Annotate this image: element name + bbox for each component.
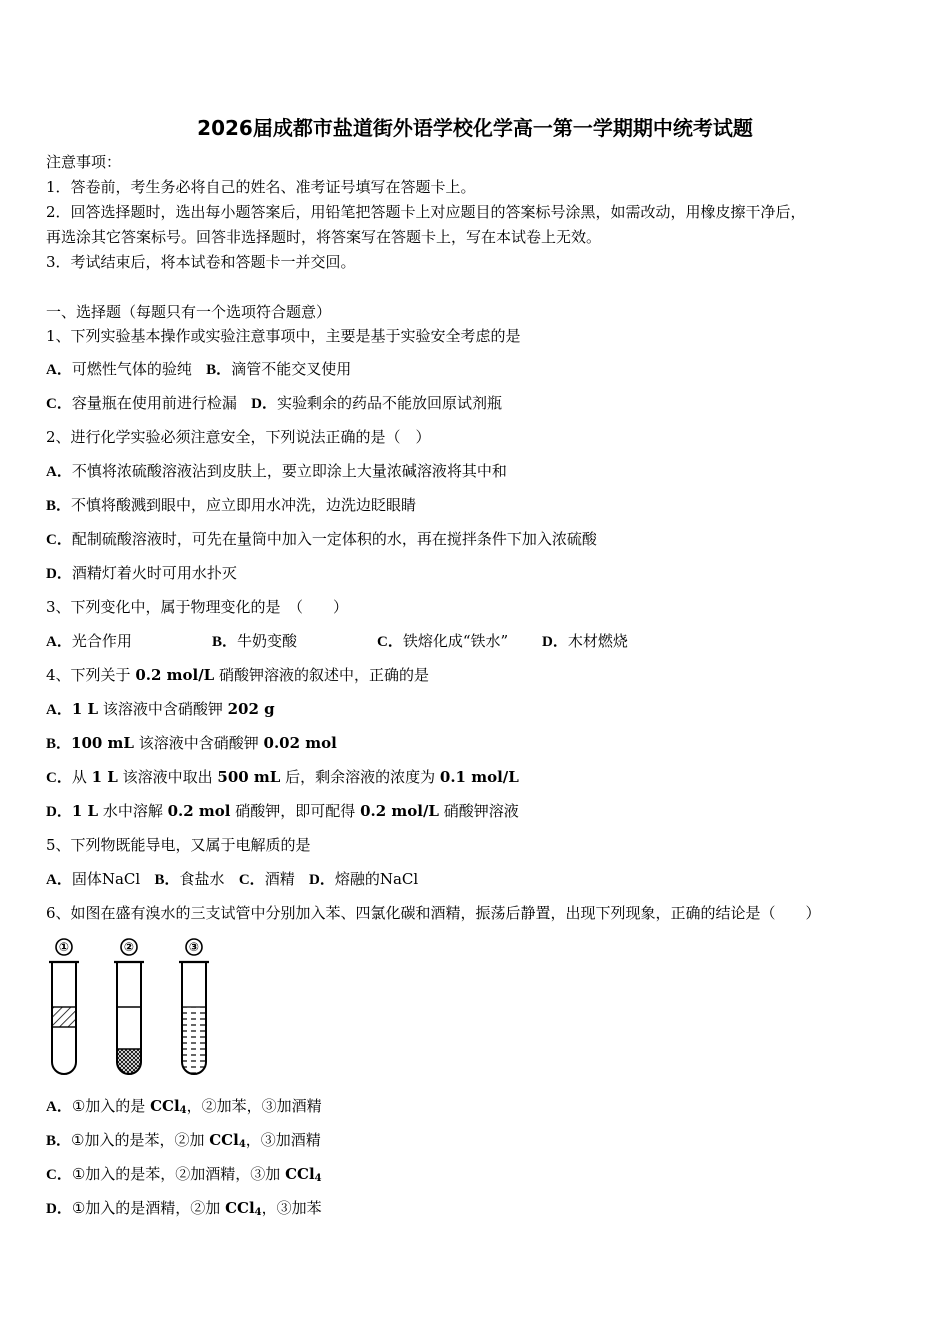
formula-subscript: 4 — [254, 1207, 262, 1218]
option-text: 不慎将浓硫酸溶液沾到皮肤上，要立即涂上大量浓碱溶液将其中和 — [71, 462, 507, 480]
stem-text: 硝酸钾溶液的叙述中，正确的是 — [214, 666, 430, 684]
option-label: D． — [46, 804, 72, 820]
liquid-mixed — [182, 1007, 206, 1074]
option-label: C． — [238, 872, 265, 888]
question-5-stem: 5、下列物既能导电，又属于电解质的是 — [46, 836, 311, 854]
option-text: ，②加苯，③加酒精 — [186, 1097, 322, 1115]
question-4-option-b — [46, 733, 337, 754]
quantity: 0.02 mol — [263, 734, 337, 752]
page-title: 2026届成都市盐道街外语学校化学高一第一学期期中统考试题 — [197, 116, 753, 140]
notice-heading: 注意事项： — [46, 153, 122, 171]
quantity: 0.2 mol/L — [360, 802, 439, 820]
option-label: A． — [46, 1099, 72, 1115]
stem-text: 4、下列关于 — [46, 666, 136, 684]
option-label: A． — [46, 872, 72, 888]
option-d: 熔融的NaCl — [334, 870, 419, 888]
option-text: 该溶液中取出 — [117, 768, 218, 786]
question-4-option-d — [46, 801, 519, 822]
option-text: 光合作用 — [71, 632, 132, 650]
question-2-option-d — [46, 563, 237, 584]
option-label: D． — [46, 566, 72, 582]
test-tube-3 — [179, 939, 209, 1074]
quantity: 500 mL — [217, 768, 281, 786]
option-text: ①加入的是酒精，②加 — [71, 1199, 226, 1217]
option-text: 后，剩余溶液的浓度为 — [280, 768, 440, 786]
question-2-stem: 2、进行化学实验必须注意安全，下列说法正确的是（ ） — [46, 428, 431, 446]
option-label: C． — [46, 770, 72, 786]
quantity: 1 L — [71, 802, 99, 820]
option-c: 容量瓶在使用前进行检漏 — [71, 394, 237, 412]
question-1-options-row-2 — [46, 393, 502, 414]
notice-item: 1．答卷前，考生务必将自己的姓名、准考证号填写在答题卡上。 — [46, 178, 476, 196]
tube-label: ③ — [188, 940, 200, 954]
section-heading: 一、选择题（每题只有一个选项符合题意） — [46, 303, 332, 321]
option-c: 酒精 — [264, 870, 295, 888]
option-text: 不慎将酸溅到眼中，应立即用水冲洗，边洗边眨眼睛 — [71, 496, 417, 514]
test-tube-2 — [114, 939, 144, 1074]
option-label: B． — [46, 736, 72, 752]
option-label: D． — [542, 634, 568, 650]
notice-item: 再选涂其它答案标号。回答非选择题时，将答案写在答题卡上，写在本试卷上无效。 — [46, 228, 602, 246]
formula: CCl — [209, 1131, 239, 1149]
option-label: C． — [46, 1167, 72, 1183]
tube-label: ① — [58, 940, 70, 954]
question-1-options-row-1 — [46, 359, 351, 380]
formula: CCl — [150, 1097, 180, 1115]
option-text: ①加入的是 — [71, 1097, 151, 1115]
concentration: 0.2 mol/L — [135, 666, 215, 684]
question-3-option-c — [377, 631, 508, 652]
quantity: 1 L — [91, 768, 118, 786]
quantity: 0.2 mol — [167, 802, 231, 820]
option-d: 实验剩余的药品不能放回原试剂瓶 — [277, 394, 503, 412]
option-text: ①加入的是苯，②加酒精，③加 — [71, 1165, 286, 1183]
notice-item: 2．回答选择题时，选出每小题答案后，用铅笔把答题卡上对应题目的答案标号涂黑，如需改动，用橡皮擦干净后， — [46, 203, 806, 221]
formula: CCl — [225, 1199, 255, 1217]
test-tube-1 — [49, 939, 79, 1074]
tube-label: ② — [123, 940, 135, 954]
option-text: 硝酸钾，即可配得 — [230, 802, 361, 820]
question-1-stem: 1、下列实验基本操作或实验注意事项中，主要是基于实验安全考虑的是 — [46, 327, 521, 345]
question-2-option-a — [46, 461, 507, 482]
question-3-option-d — [542, 631, 628, 652]
option-text: 该溶液中含硝酸钾 — [133, 734, 264, 752]
option-text: ①加入的是苯，②加 — [71, 1131, 210, 1149]
notice-item: 3．考试结束后，将本试卷和答题卡一并交回。 — [46, 253, 356, 271]
option-label: B． — [46, 1133, 72, 1149]
question-6-option-c — [46, 1164, 322, 1185]
liquid-layer-upper — [52, 1007, 76, 1027]
option-text: 配制硫酸溶液时，可先在量筒中加入一定体积的水，再在搅拌条件下加入浓硫酸 — [71, 530, 597, 548]
formula-subscript: 4 — [238, 1139, 246, 1150]
option-text: 该溶液中含硝酸钾 — [98, 700, 228, 718]
quantity: 100 mL — [71, 734, 134, 752]
question-4-option-a — [46, 699, 275, 720]
question-3-option-a — [46, 631, 132, 652]
option-text: 水中溶解 — [98, 802, 168, 820]
option-label: A． — [46, 702, 72, 718]
question-3-stem: 3、下列变化中，属于物理变化的是 （ ） — [46, 598, 349, 616]
option-text: ，③加酒精 — [245, 1131, 321, 1149]
option-label: A． — [46, 362, 72, 378]
quantity: 0.1 mol/L — [439, 768, 519, 786]
option-text: 铁熔化成“铁水” — [402, 632, 509, 650]
question-2-option-b — [46, 495, 416, 516]
option-label: C． — [377, 634, 403, 650]
formula-subscript: 4 — [179, 1105, 187, 1116]
question-2-option-c — [46, 529, 597, 550]
quantity: 1 L — [71, 700, 99, 718]
question-3-option-b — [212, 631, 297, 652]
question-6-option-b — [46, 1130, 321, 1151]
formula: CCl — [285, 1165, 315, 1183]
option-label: B． — [154, 872, 180, 888]
question-6-stem: 6、如图在盛有溴水的三支试管中分别加入苯、四氯化碳和酒精，振荡后静置，出现下列现象，正确的结论是（ ） — [46, 904, 821, 922]
question-5-options — [46, 869, 418, 890]
option-label: D． — [309, 872, 335, 888]
question-4-stem — [46, 665, 429, 685]
question-4-option-c — [46, 767, 519, 788]
question-6-option-d — [46, 1198, 322, 1219]
formula-subscript: 4 — [314, 1173, 322, 1184]
option-label: A． — [46, 634, 72, 650]
option-label: C． — [46, 532, 72, 548]
option-label: C． — [46, 396, 72, 412]
option-text: 木材燃烧 — [567, 632, 628, 650]
option-text: ，③加苯 — [261, 1199, 322, 1217]
option-label: D． — [251, 396, 278, 412]
option-label: B． — [206, 362, 232, 378]
option-label: D． — [46, 1201, 72, 1217]
option-label: B． — [46, 498, 72, 514]
option-label: A． — [46, 464, 72, 480]
option-text: 从 — [71, 768, 92, 786]
option-text: 酒精灯着火时可用水扑灭 — [71, 564, 237, 582]
option-a: 固体NaCl — [71, 870, 141, 888]
option-b: 食盐水 — [179, 870, 225, 888]
option-label: B． — [212, 634, 238, 650]
test-tubes-figure — [46, 938, 216, 1080]
quantity: 202 g — [227, 700, 275, 718]
option-b: 滴管不能交叉使用 — [231, 360, 352, 378]
question-6-option-a — [46, 1096, 322, 1117]
option-text: 牛奶变酸 — [237, 632, 298, 650]
option-text: 硝酸钾溶液 — [438, 802, 519, 820]
option-a: 可燃性气体的验纯 — [71, 360, 192, 378]
